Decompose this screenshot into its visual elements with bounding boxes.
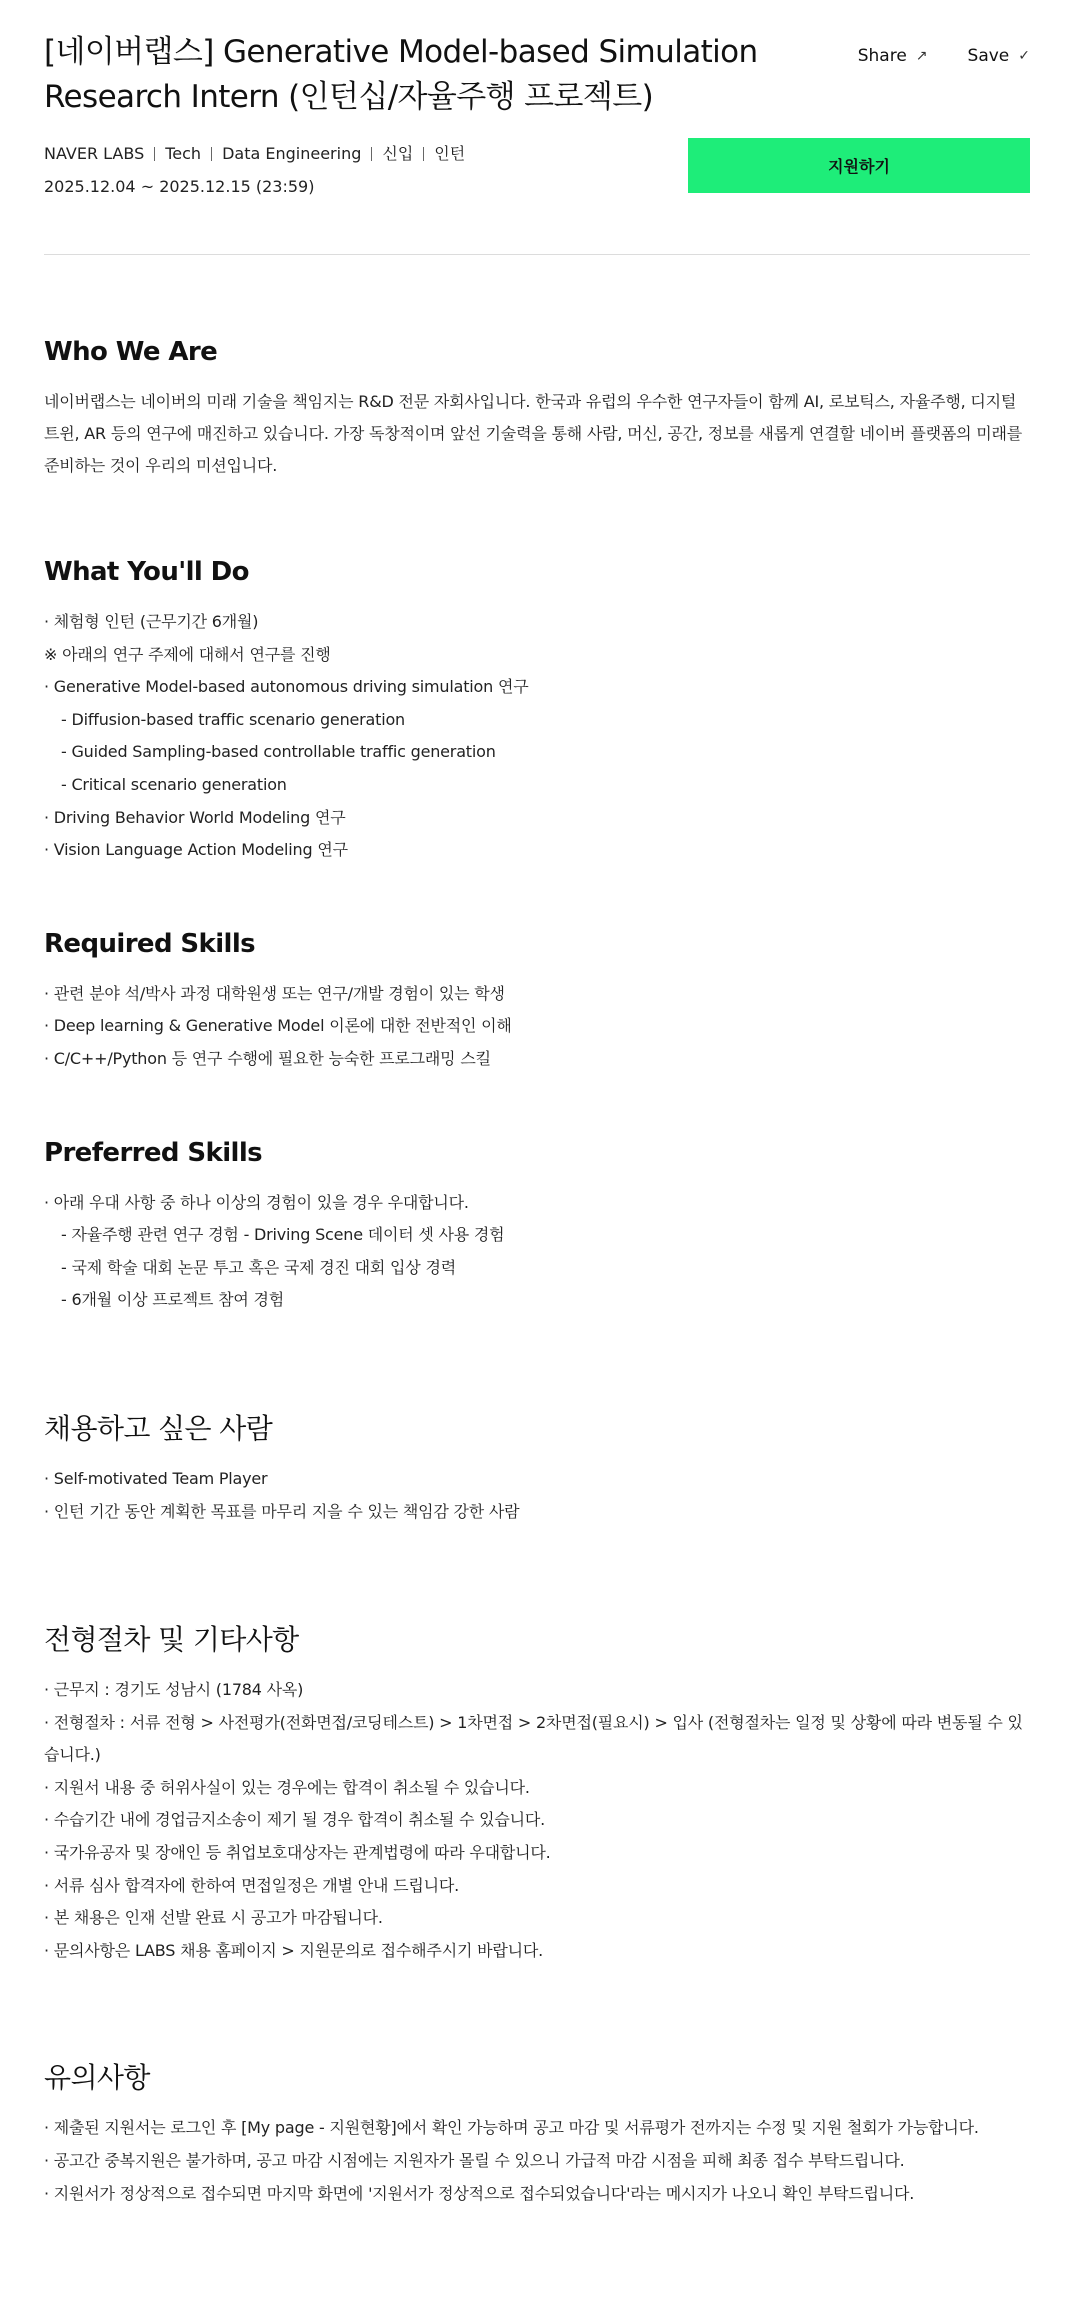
section-ideal-candidate [44, 1412, 1030, 1528]
list-item: · 전형절차 : 서류 전형 > 사전평가(전화면접/코딩테스트) > 1차면접 > 2차면접(필요시) > 입사 (전형절차는 일정 및 상황에 따라 변동될 수 있습니다.) [44, 1712, 1023, 1765]
checkmark-icon: ✓ [1018, 48, 1030, 64]
posting-title: [네이버랩스] Generative Model-based Simulation Research Intern (인턴십/자율주행 프로젝트) [44, 34, 758, 115]
section-notes [44, 2061, 1030, 2210]
list-item: · 아래 우대 사항 중 하나 이상의 경험이 있을 경우 우대합니다. [44, 1192, 469, 1212]
list-item: · Driving Behavior World Modeling 연구 [44, 807, 346, 827]
posting-header [44, 0, 1030, 255]
section-title: Who We Are [44, 337, 218, 367]
list-item: · 서류 심사 합격자에 한하여 면접일정은 개별 안내 드립니다. [44, 1875, 460, 1895]
tag-separator [211, 147, 212, 161]
section-list [44, 1674, 1030, 1967]
section-title: 채용하고 싶은 사람 [44, 1411, 273, 1445]
meta-row [44, 140, 1030, 200]
list-item: · 관련 분야 석/박사 과정 대학원생 또는 연구/개발 경험이 있는 학생 [44, 983, 505, 1003]
section-list [44, 1463, 1030, 1528]
list-item: · 본 채용은 인재 선발 완료 시 공고가 마감됩니다. [44, 1908, 383, 1928]
section-hiring-process [44, 1623, 1030, 1967]
section-who-we-are [44, 335, 1030, 482]
list-sub-item: - Diffusion-based traffic scenario generation [61, 709, 405, 729]
tag-separator [154, 147, 155, 161]
section-list [44, 1187, 1030, 1317]
section-title: Required Skills [44, 928, 256, 959]
list-item: · 국가유공자 및 장애인 등 취업보호대상자는 관계법령에 따라 우대합니다. [44, 1843, 551, 1863]
list-item: · 인턴 기간 동안 계획한 목표를 마무리 지을 수 있는 책임감 강한 사람 [44, 1501, 520, 1521]
tag-separator [423, 147, 424, 161]
company-tag: NAVER LABS [44, 144, 145, 163]
tag-separator [371, 147, 372, 161]
list-item: · 문의사항은 LABS 채용 홈페이지 > 지원문의로 접수해주시기 바랍니다. [44, 1940, 544, 1960]
category-tag: Tech [165, 144, 202, 163]
list-item: · 지원서가 정상적으로 접수되면 마지막 화면에 '지원서가 정상적으로 접수되었습니다'라는 메시지가 나오니 확인 부탁드립니다. [44, 2183, 915, 2203]
save-label: Save [967, 46, 1010, 66]
header-actions [858, 46, 1030, 66]
list-item: · Self-motivated Team Player [44, 1468, 268, 1488]
apply-button[interactable]: 지원하기 [688, 138, 1030, 193]
list-sub-item: - 자율주행 관련 연구 경험 - Driving Scene 데이터 셋 사용 경험 [61, 1225, 505, 1245]
employment-type-tag: 인턴 [434, 144, 466, 163]
meta-info [44, 140, 465, 200]
list-sub-item: - 6개월 이상 프로젝트 참여 경험 [61, 1290, 285, 1310]
list-sub-item: - 국제 학술 대회 논문 투고 혹은 국제 경진 대회 입상 경력 [61, 1257, 456, 1277]
section-required-skills [44, 927, 1030, 1076]
section-title: What You'll Do [44, 557, 249, 587]
meta-tags [44, 140, 465, 168]
list-item: · 지원서 내용 중 허위사실이 있는 경우에는 합격이 취소될 수 있습니다. [44, 1777, 530, 1797]
list-item: ※ 아래의 연구 주제에 대해서 연구를 진행 [44, 644, 331, 664]
share-button[interactable] [858, 46, 928, 66]
field-tag: Data Engineering [222, 144, 362, 163]
section-title: Preferred Skills [44, 1137, 263, 1168]
list-sub-item: - Critical scenario generation [61, 774, 287, 794]
list-sub-item: - Guided Sampling-based controllable traffic generation [61, 742, 496, 762]
application-period: 2025.12.04 ~ 2025.12.15 (23:59) [44, 177, 315, 196]
section-what-youll-do [44, 555, 1030, 867]
list-item: · Deep learning & Generative Model 이론에 대한 전반적인 이해 [44, 1016, 512, 1036]
list-item: · 수습기간 내에 경업금지소송이 제기 될 경우 합격이 취소될 수 있습니다. [44, 1810, 546, 1830]
list-item: · 근무지 : 경기도 성남시 (1784 사옥) [44, 1680, 304, 1700]
save-button[interactable] [968, 46, 1030, 66]
section-title: 유의사항 [44, 2061, 150, 2095]
list-item: · Vision Language Action Modeling 연구 [44, 840, 348, 860]
list-item: · C/C++/Python 등 연구 수행에 필요한 능숙한 프로그래밍 스킬 [44, 1048, 491, 1068]
share-label: Share [857, 46, 907, 66]
section-preferred-skills [44, 1136, 1030, 1317]
section-list [44, 978, 1030, 1076]
list-item: · 제출된 지원서는 로그인 후 [My page - 지원현황]에서 확인 가능하며 공고 마감 및 서류평가 전까지는 수정 및 지원 철회가 가능합니다. [44, 2118, 979, 2138]
header-divider [44, 254, 1030, 255]
section-paragraph: 네이버랩스는 네이버의 미래 기술을 책임지는 R&D 전문 자회사입니다. 한국과 유럽의 우수한 연구자들이 함께 AI, 로보틱스, 자율주행, 디지털 트윈, AR 등의 연구에 매진하고 있습니다. 가장 독창적이며 앞선 기술력을 통해 사람, 머신, 공간, 정보를 새롭게 연결할 네이버 플랫폼의 미래를 준비하는 것이 우리의 미션입니다. [44, 392, 1023, 475]
section-list [44, 606, 1030, 867]
section-list [44, 2112, 1030, 2210]
external-arrow-icon: ↗ [915, 48, 928, 64]
list-item: · 공고간 중복지원은 불가하며, 공고 마감 시점에는 지원자가 몰릴 수 있으니 가급적 마감 시점을 피해 최종 접수 부탁드립니다. [44, 2151, 905, 2171]
list-item: · Generative Model-based autonomous driving simulation 연구 [44, 677, 529, 697]
career-tag: 신입 [382, 144, 414, 163]
list-item: · 체험형 인턴 (근무기간 6개월) [44, 612, 259, 631]
section-title: 전형절차 및 기타사항 [44, 1623, 299, 1657]
